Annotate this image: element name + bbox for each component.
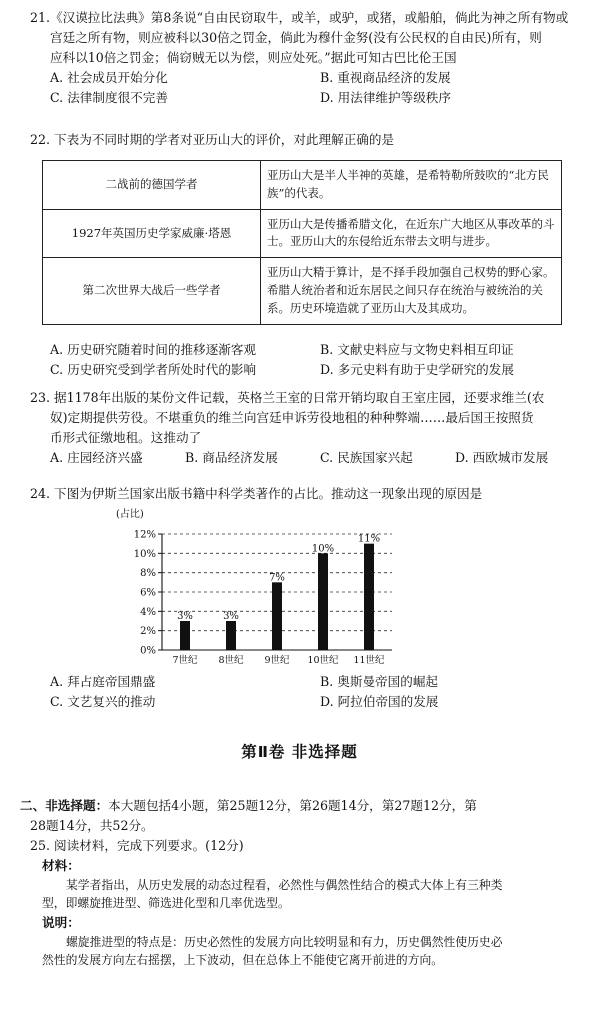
question-21-options-row-2 [30,88,570,108]
note-label: 说明： [42,914,80,930]
question-24-option-d[interactable]: D. 阿拉伯帝国的发展 [320,693,439,709]
y-tick-label: 0% [140,645,156,657]
y-tick-label: 6% [140,587,156,599]
question-21-option-b[interactable]: B. 重视商品经济的发展 [320,69,451,85]
table-cell-view: 亚历山大精于算计，是不择手段加强自己权势的野心家。希腊人统治者和近东居民之间只存在统治与被统治的关系。历史环境造就了亚历山大及其成功。 [261,258,562,324]
x-tick-label: 8世纪 [218,655,244,666]
question-22-option-c[interactable]: C. 历史研究受到学者所处时代的影响 [50,361,257,377]
material-label: 材料： [42,857,80,873]
question-21-options-row-1 [30,68,570,88]
y-tick-label: 10% [133,548,156,560]
part-2-heading: 二、非选择题： [20,798,109,813]
bar [364,544,374,650]
bar [226,621,236,650]
data-label: 11% [357,533,381,545]
question-21-option-a[interactable]: A. 社会成员开始分化 [50,69,168,85]
table-cell-view: 亚历山大是半人半神的英雄，是希特勒所鼓吹的“北方民族”的代表。 [261,161,562,210]
question-22-options-row-1 [30,340,570,360]
x-tick-label: 11世纪 [353,655,385,666]
question-21 [30,8,570,107]
x-tick-label: 9世纪 [264,655,290,666]
science-books-bar-chart [100,505,400,670]
table-cell-view: 亚历山大是传播希腊文化，在近东广大地区从事改革的斗士。亚历山大的东侵给近东带去文明与进步。 [261,209,562,258]
table-cell-scholar: 1927年英国历史学家威廉·塔恩 [43,209,261,258]
question-23-stem-line-3: 币形式征缴地租。这推动了 [50,429,202,445]
question-23-option-d[interactable]: D. 西欧城市发展 [455,449,549,465]
question-23-option-b[interactable]: B. 商品经济发展 [185,449,278,465]
question-23-stem-line-1: 23. 据1178年出版的某份文件记载，英格兰王室的日常开销均取自王室庄园，还要求维兰(农 [30,390,545,405]
part-2-desc-line-1: 本大题包括4小题，第25题12分，第26题14分，第27题12分，第 [108,798,477,813]
data-label: 3% [223,611,239,622]
question-23 [30,388,570,468]
question-23-options [30,448,570,468]
question-24-stem: 24. 下图为伊斯兰国家出版书籍中科学类著作的占比。推动这一现象出现的原因是 [30,486,483,501]
x-tick-label: 7世纪 [172,655,198,666]
y-axis-label: (占比) [116,509,144,520]
evaluation-table [42,160,562,325]
question-22 [30,130,570,150]
question-21-stem-line-2: 宫廷之所有物，则应被科以30倍之罚金，倘此为穆什金努(没有公民权的自由民)所有，则 [50,29,542,45]
question-21-stem-line-3: 应科以10倍之罚金；倘窃贼无以为偿，则应处死。”据此可知古巴比伦王国 [50,49,457,65]
part-2-intro [20,796,580,816]
question-24-options-row-2 [30,692,570,712]
question-22-options [30,340,570,380]
question-21-stem-line-1: 21.《汉谟拉比法典》第8条说“自由民窃取牛，或羊，或驴，或猪，或船舶，倘此为神之所有物或 [30,10,569,25]
question-24-options [30,672,570,712]
question-24-options-row-1 [30,672,570,692]
part-2-desc-line-2: 28题14分，共52分。 [30,817,154,833]
question-21-option-d[interactable]: D. 用法律维护等级秩序 [320,89,451,105]
question-22-stem: 22. 下表为不同时期的学者对亚历山大的评价，对此理解正确的是 [30,132,395,147]
question-22-option-b[interactable]: B. 文献史料应与文物史料相互印证 [320,342,514,357]
question-23-stem-line-2: 奴)定期提供劳役。不堪重负的维兰向宫廷申诉劳役地租的种种弊端……最后国王按照货 [50,409,534,425]
question-24-option-c[interactable]: C. 文艺复兴的推动 [50,693,156,709]
material-line-2: 型，即螺旋推进型、筛选进化型和几率优选型。 [42,896,290,911]
question-24-option-b[interactable]: B. 奥斯曼帝国的崛起 [320,674,439,689]
question-22-options-row-2 [30,360,570,380]
note-line-1: 螺旋推进型的特点是：历史必然性的发展方向比较明显和有力，历史偶然性使历史必 [66,934,503,949]
question-24 [30,484,570,504]
non-choice-section [20,796,580,970]
table-row [43,161,562,210]
y-tick-label: 8% [140,568,156,580]
bar [180,621,190,650]
x-tick-label: 10世纪 [307,655,339,666]
question-23-option-a[interactable]: A. 庄园经济兴盛 [50,449,143,465]
question-22-option-d[interactable]: D. 多元史料有助于史学研究的发展 [320,361,514,377]
bar [318,553,328,650]
y-tick-label: 4% [140,606,156,618]
data-label: 7% [269,572,285,584]
table-row [43,258,562,324]
table-cell-scholar: 第二次世界大战后一些学者 [43,258,261,324]
question-21-option-c[interactable]: C. 法律制度很不完善 [50,89,168,105]
question-22-option-a[interactable]: A. 历史研究随着时间的推移逐渐客观 [50,342,257,357]
table-row [43,209,562,258]
question-24-option-a[interactable]: A. 拜占庭帝国鼎盛 [50,674,156,689]
y-tick-label: 12% [133,529,156,541]
note-line-2: 然性的发展方向左右摇摆，上下波动，但在总体上不能使它离开前进的方向。 [42,953,444,968]
question-25-stem: 25. 阅读材料，完成下列要求。(12分) [30,837,244,853]
question-23-option-c[interactable]: C. 民族国家兴起 [320,449,413,465]
table-cell-scholar: 二战前的德国学者 [43,161,261,210]
material-line-1: 某学者指出，从历史发展的动态过程看，必然性与偶然性结合的模式大体上有三种类 [66,877,503,892]
data-label: 10% [311,543,335,555]
section-title: 第Ⅱ卷 非选择题 [241,743,358,761]
data-label: 3% [177,611,193,622]
bar [272,582,282,650]
y-tick-label: 2% [140,626,156,638]
